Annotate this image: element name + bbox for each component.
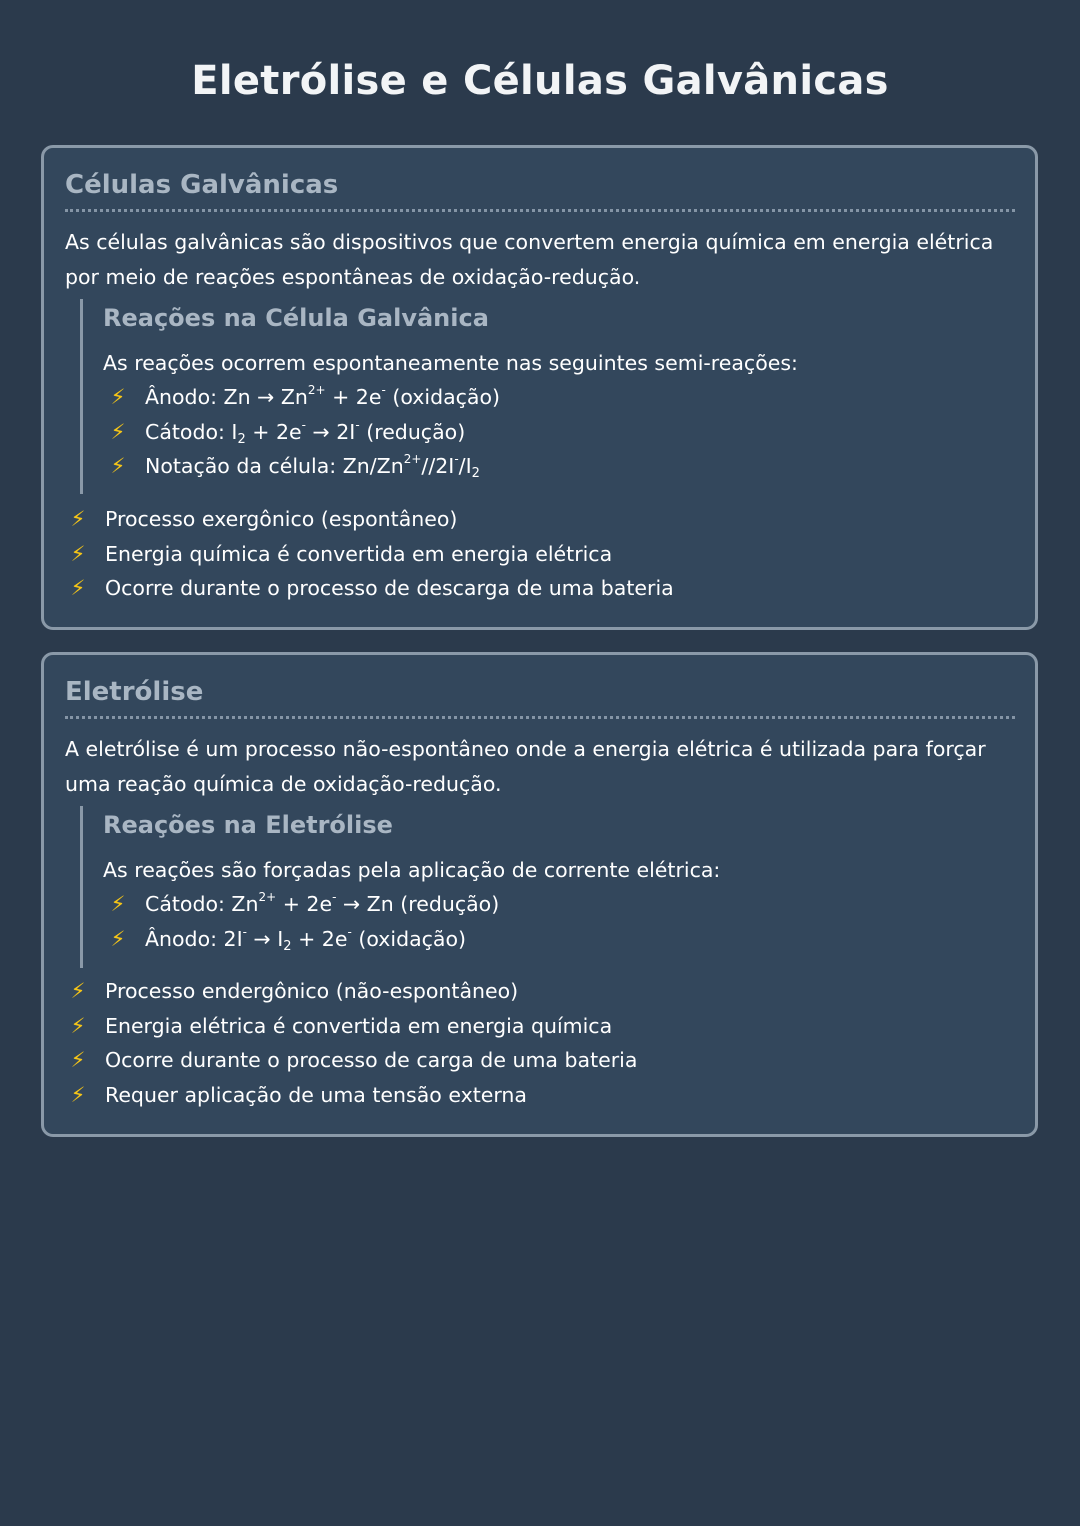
galvanic-heading-divider <box>65 209 1015 212</box>
galvanic-reactions-intro: As reações ocorrem espontaneamente nas seguintes semi-reações: <box>103 351 798 375</box>
galvanic-intro <box>65 225 995 295</box>
lightning-bolt-icon: ⚡ <box>70 979 86 1003</box>
galvanic-cathode-reaction: Cátodo: $I_2 + 2e^- \to 2I^-$ (redução) <box>145 417 466 447</box>
galvanic-reactions-block <box>80 299 1015 494</box>
electrolysis-intro-line-1: A eletrólise é um processo não-espontâneo onde a energia elétrica é utilizada para forçar <box>65 737 986 761</box>
electrolysis-cathode-reaction: Cátodo: $Zn^{2+} + 2e^- \to Zn$ (redução) <box>145 890 500 916</box>
lightning-bolt-icon: ⚡ <box>110 419 126 444</box>
electrolysis-intro-line-2: uma reação química de oxidação-redução. <box>65 772 502 796</box>
lightning-bolt-icon: ⚡ <box>110 454 126 478</box>
electrolysis-reactions-heading: Reações na Eletrólise <box>103 811 393 839</box>
lightning-bolt-icon: ⚡ <box>70 1082 86 1107</box>
galvanic-reactions-heading: Reações na Célula Galvânica <box>103 304 489 332</box>
galvanic-cells-card <box>41 145 1038 630</box>
lightning-bolt-icon: ⚡ <box>110 926 126 951</box>
page-title: Eletrólise e Células Galvânicas <box>191 58 889 104</box>
list-item-text: Processo exergônico (espontâneo) <box>105 507 458 531</box>
galvanic-anode-reaction: Ânodo: $Zn \to Zn^{2+} + 2e^-$ (oxidação) <box>145 383 501 409</box>
lightning-bolt-icon: ⚡ <box>70 1013 86 1038</box>
lightning-bolt-icon: ⚡ <box>70 576 86 600</box>
lightning-bolt-icon: ⚡ <box>110 385 126 409</box>
electrolysis-heading: Eletrólise <box>65 677 204 707</box>
list-item-text: Energia elétrica é convertida em energia química <box>105 1013 613 1038</box>
lightning-bolt-icon: ⚡ <box>70 507 86 531</box>
galvanic-cell-notation: Notação da célula: $Zn/Zn^{2+}//2I^-/I_2$ <box>145 452 480 481</box>
electrolysis-anode-reaction: Ânodo: $2I^- \to I_2 + 2e^-$ (oxidação) <box>145 924 467 954</box>
list-item-text: Requer aplicação de uma tensão externa <box>105 1082 527 1107</box>
lightning-bolt-icon: ⚡ <box>110 892 126 916</box>
list-item-text: Energia química é convertida em energia elétrica <box>105 541 613 566</box>
galvanic-heading: Células Galvânicas <box>65 170 339 200</box>
list-item-text: Ocorre durante o processo de descarga de uma bateria <box>105 576 674 600</box>
lightning-bolt-icon: ⚡ <box>70 1048 86 1072</box>
list-item-text: Processo endergônico (não-espontâneo) <box>105 979 519 1003</box>
electrolysis-reactions-block <box>80 806 1015 968</box>
electrolysis-card <box>41 652 1038 1137</box>
electrolysis-reactions-intro: As reações são forçadas pela aplicação de corrente elétrica: <box>103 858 721 882</box>
electrolysis-heading-divider <box>65 716 1015 719</box>
list-item-text: Ocorre durante o processo de carga de uma bateria <box>105 1048 638 1072</box>
galvanic-intro-line-2: por meio de reações espontâneas de oxidação-redução. <box>65 265 641 289</box>
galvanic-intro-line-1: As células galvânicas são dispositivos que convertem energia química em energia elétrica <box>65 230 994 254</box>
lightning-bolt-icon: ⚡ <box>70 541 86 566</box>
electrolysis-intro <box>65 732 995 802</box>
